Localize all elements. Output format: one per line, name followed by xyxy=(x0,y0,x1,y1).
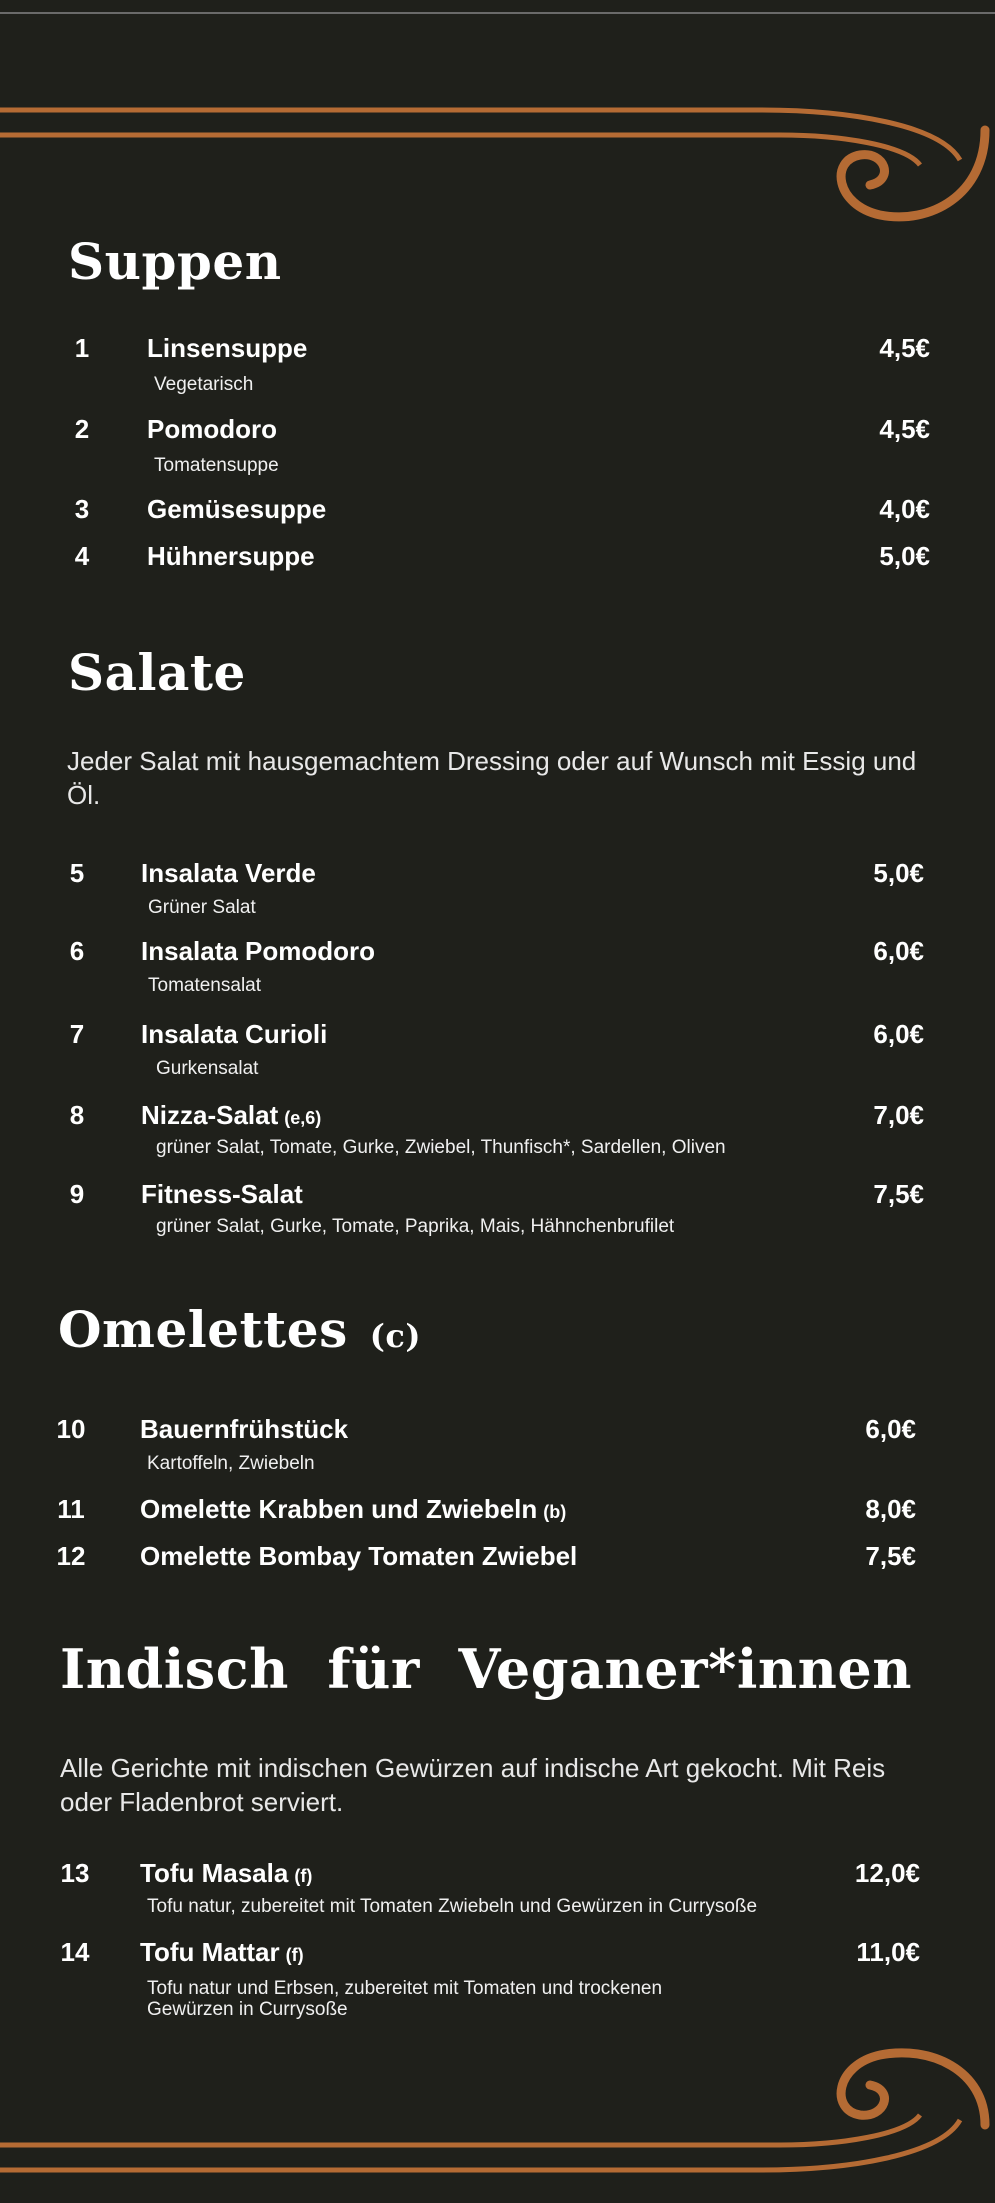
item-name: Insalata Verde xyxy=(141,858,316,888)
item-number: 13 xyxy=(60,1858,90,1888)
section-title-suppen: Suppen xyxy=(68,232,282,291)
item-description: Tomatensalat xyxy=(148,975,262,996)
menu-item xyxy=(46,1541,926,1575)
item-description: Tofu natur, zubereitet mit Tomaten Zwiebeln und Gewürzen in Currysoße xyxy=(147,1896,758,1917)
allergen-note: (c) xyxy=(369,1317,421,1355)
item-price: 7,5€ xyxy=(873,1179,924,1209)
item-name-text: Omelette Krabben und Zwiebeln xyxy=(140,1494,538,1524)
item-number: 1 xyxy=(74,333,90,363)
item-name-text: Nizza-Salat xyxy=(141,1100,279,1130)
item-price: 4,0€ xyxy=(879,494,930,524)
menu-item xyxy=(52,936,932,996)
item-description: grüner Salat, Gurke, Tomate, Paprika, Mais, Hähnchenbrufilet xyxy=(156,1216,675,1237)
menu-item xyxy=(57,541,937,575)
allergen-tag: (f) xyxy=(285,1945,304,1965)
item-description-line2: Gewürzen in Currysoße xyxy=(147,1999,348,2020)
menu-item xyxy=(57,333,937,393)
section-title-indisch: Indisch für Veganer*innen xyxy=(60,1637,912,1701)
item-number: 14 xyxy=(60,1937,90,1967)
item-price: 6,0€ xyxy=(873,936,924,966)
item-number: 7 xyxy=(69,1019,85,1049)
item-number: 5 xyxy=(69,858,85,888)
item-name: Insalata Pomodoro xyxy=(141,936,376,966)
menu-item xyxy=(57,414,937,474)
menu-item xyxy=(46,1414,926,1474)
item-number: 4 xyxy=(74,541,90,571)
item-name: Gemüsesuppe xyxy=(147,494,327,524)
item-description: Grüner Salat xyxy=(148,897,256,918)
item-name xyxy=(141,1100,321,1131)
item-name: Omelette Bombay Tomaten Zwiebel xyxy=(140,1541,578,1571)
item-name: Linsensuppe xyxy=(147,333,308,363)
menu-item xyxy=(52,1100,932,1160)
menu-item xyxy=(52,1019,932,1079)
top-divider xyxy=(0,12,995,14)
item-number: 2 xyxy=(74,414,90,444)
item-name xyxy=(140,1937,304,1968)
menu-item xyxy=(50,1858,930,1918)
item-price: 8,0€ xyxy=(865,1494,916,1524)
allergen-tag: (e,6) xyxy=(284,1108,322,1128)
item-number: 12 xyxy=(56,1541,86,1571)
menu-item xyxy=(46,1494,926,1528)
item-number: 11 xyxy=(57,1494,85,1524)
menu-item xyxy=(52,1179,932,1239)
item-description: Tofu natur und Erbsen, zubereitet mit Tomaten und trockenen xyxy=(147,1978,663,1999)
item-name: Fitness-Salat xyxy=(141,1179,303,1209)
item-name: Hühnersuppe xyxy=(147,541,315,571)
item-name xyxy=(140,1858,312,1889)
allergen-tag: (b) xyxy=(543,1502,567,1522)
item-number: 3 xyxy=(74,494,90,524)
menu-item xyxy=(50,1937,930,2020)
section-title-omelettes xyxy=(58,1300,421,1359)
item-name-text: Tofu Masala xyxy=(140,1858,289,1888)
section-title-text: Omelettes xyxy=(58,1300,348,1359)
item-price: 4,5€ xyxy=(879,333,930,363)
item-price: 11,0€ xyxy=(856,1937,920,1967)
item-number: 8 xyxy=(69,1100,85,1130)
item-price: 12,0€ xyxy=(854,1858,920,1888)
item-price: 5,0€ xyxy=(879,541,930,571)
item-description: Vegetarisch xyxy=(154,374,254,395)
allergen-tag: (f) xyxy=(294,1866,313,1886)
section-intro-salate: Jeder Salat mit hausgemachtem Dressing oder auf Wunsch mit Essig und Öl. xyxy=(67,746,917,810)
item-description: Gurkensalat xyxy=(156,1058,259,1079)
section-intro-indisch: Alle Gerichte mit indischen Gewürzen auf indische Art gekocht. Mit Reis oder Fladenbrot serviert. xyxy=(60,1753,886,1817)
menu-item xyxy=(52,858,932,918)
section-title-salate: Salate xyxy=(68,643,246,702)
item-description: Tomatensuppe xyxy=(154,455,279,476)
bottom-ornament xyxy=(0,2030,995,2190)
item-price: 7,5€ xyxy=(865,1541,916,1571)
item-name-text: Tofu Mattar xyxy=(140,1937,280,1967)
menu-item xyxy=(57,494,937,528)
item-description: Kartoffeln, Zwiebeln xyxy=(147,1453,315,1474)
item-price: 6,0€ xyxy=(873,1019,924,1049)
item-number: 6 xyxy=(69,936,85,966)
item-name xyxy=(140,1494,566,1525)
item-price: 7,0€ xyxy=(873,1100,924,1130)
item-name: Insalata Curioli xyxy=(141,1019,328,1049)
item-price: 4,5€ xyxy=(879,414,930,444)
item-description: grüner Salat, Tomate, Gurke, Zwiebel, Thunfisch*, Sardellen, Oliven xyxy=(156,1137,726,1158)
item-price: 6,0€ xyxy=(865,1414,916,1444)
item-number: 9 xyxy=(69,1179,85,1209)
top-ornament xyxy=(0,85,995,245)
item-price: 5,0€ xyxy=(873,858,924,888)
item-name: Pomodoro xyxy=(147,414,277,444)
item-number: 10 xyxy=(56,1414,86,1444)
item-name: Bauernfrühstück xyxy=(140,1414,349,1444)
